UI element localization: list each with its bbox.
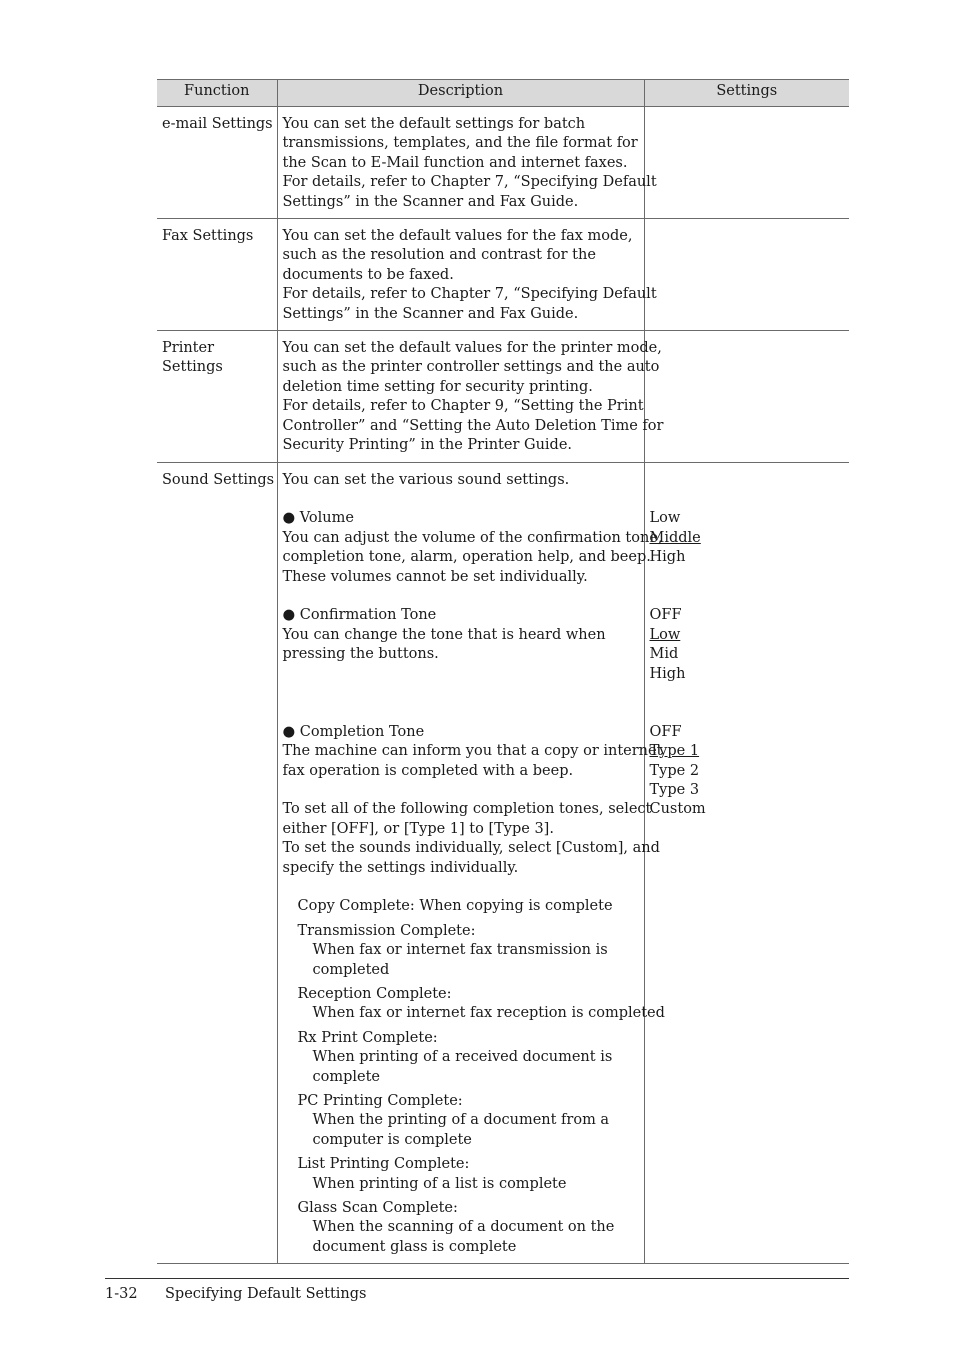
function-cell <box>157 107 277 219</box>
description-line: Settings” in the Scanner and Fax Guide. <box>282 193 579 210</box>
completion-item-copy <box>283 897 639 916</box>
header-description: Description <box>277 80 644 107</box>
confirmation-text: You can change the tone that is heard when <box>282 626 606 643</box>
volume-text: You can adjust the volume of the confirmation tone, <box>282 529 663 546</box>
footer-title: Specifying Default Settings <box>165 1286 367 1302</box>
completion-item-transmission <box>283 922 639 980</box>
completion-item-list-printing <box>283 1155 639 1194</box>
description-line: deletion time setting for security printing. <box>282 378 593 395</box>
completion-item-desc: When printing of a list is complete <box>312 1175 567 1192</box>
confirmation-option: Mid <box>649 646 679 663</box>
volume-option: High <box>649 549 686 566</box>
settings-cell <box>644 462 849 1264</box>
completion-option-default: Type 1 <box>649 743 700 760</box>
confirmation-option: High <box>649 665 686 682</box>
description-line: Security Printing” in the Printer Guide. <box>282 437 573 454</box>
completion-item-reception <box>283 985 665 1024</box>
completion-option: Custom <box>649 801 706 818</box>
completion-option: Type 2 <box>649 762 700 779</box>
completion-text: The machine can inform you that a copy or internet <box>282 743 663 760</box>
description-cell <box>277 331 664 462</box>
confirmation-option: OFF <box>649 607 682 624</box>
settings-cell <box>644 107 849 219</box>
settings-cell <box>644 331 849 462</box>
completion-text: fax operation is completed with a beep. <box>282 762 574 779</box>
volume-option-default: Middle <box>649 529 701 546</box>
function-cell <box>157 462 277 1264</box>
confirmation-title: ● Confirmation Tone <box>282 607 437 624</box>
function-cell <box>157 219 277 331</box>
description-cell <box>277 107 657 219</box>
description-line: For details, refer to Chapter 9, “Setting the Print <box>282 398 644 415</box>
function-label: Fax Settings <box>162 228 254 245</box>
completion-item-name: List Printing Complete: <box>297 1156 470 1173</box>
function-cell <box>157 331 277 462</box>
table-row <box>157 331 849 462</box>
completion-item-name: Transmission Complete: <box>297 922 476 939</box>
confirmation-option-default: Low <box>649 626 681 643</box>
completion-item-desc: document glass is complete <box>312 1238 517 1255</box>
completion-item-desc: When printing of a received document is <box>312 1049 613 1066</box>
completion-text: specify the settings individually. <box>282 859 519 876</box>
completion-text: To set the sounds individually, select [Custom], and <box>282 840 660 857</box>
description-line: the Scan to E-Mail function and internet faxes. <box>282 154 628 171</box>
confirmation-text: pressing the buttons. <box>282 646 439 663</box>
table-row-sound <box>157 462 849 1264</box>
table-header-row <box>157 80 849 107</box>
description-line: You can set the default values for the printer mode, <box>282 340 662 357</box>
completion-item-name: Reception Complete: <box>297 985 452 1002</box>
description-line: such as the printer controller settings and the auto <box>282 359 660 376</box>
table-row <box>157 219 849 331</box>
footer-divider <box>105 1278 849 1279</box>
description-line: For details, refer to Chapter 7, “Specifying Default <box>282 174 657 191</box>
completion-item-name: Rx Print Complete: <box>297 1029 438 1046</box>
description-line: such as the resolution and contrast for the <box>282 247 596 264</box>
completion-item-desc: complete <box>312 1068 381 1085</box>
volume-title: ● Volume <box>282 510 354 527</box>
function-label: e-mail Settings <box>162 116 273 132</box>
settings-cell <box>644 219 849 331</box>
description-line: Settings” in the Scanner and Fax Guide. <box>282 305 579 322</box>
header-settings: Settings <box>644 80 849 107</box>
completion-text: To set all of the following completion tones, select <box>282 801 652 818</box>
completion-option: Type 3 <box>649 781 700 798</box>
completion-item-name: Glass Scan Complete: <box>297 1200 458 1217</box>
function-label: Printer <box>162 340 215 357</box>
completion-item-name: PC Printing Complete: <box>297 1092 463 1109</box>
completion-text: either [OFF], or [Type 1] to [Type 3]. <box>282 820 554 837</box>
completion-option: OFF <box>649 723 682 740</box>
completion-item-desc: When the printing of a document from a <box>312 1112 610 1129</box>
description-line: You can set the default settings for batch <box>282 116 586 132</box>
completion-item-rx-print <box>283 1029 639 1087</box>
completion-title: ● Completion Tone <box>282 723 425 740</box>
description-line: documents to be faxed. <box>282 266 454 283</box>
function-label: Sound Settings <box>162 471 275 488</box>
volume-option: Low <box>649 510 681 527</box>
completion-item-desc: computer is complete <box>312 1131 472 1148</box>
volume-text: These volumes cannot be set individually. <box>282 568 588 585</box>
page-number: 1-32 <box>105 1286 138 1302</box>
settings-table <box>157 79 849 1264</box>
description-line: For details, refer to Chapter 7, “Specifying Default <box>282 286 657 303</box>
completion-item-desc: When fax or internet fax reception is completed <box>312 1005 665 1022</box>
volume-text: completion tone, alarm, operation help, and beep. <box>282 549 651 566</box>
completion-item-name: Copy Complete: When copying is complete <box>297 898 613 915</box>
function-label: Settings <box>162 359 223 376</box>
header-function: Function <box>157 80 277 107</box>
completion-item-pc-printing <box>283 1092 639 1150</box>
description-line: transmissions, templates, and the file format for <box>282 135 638 152</box>
completion-item-desc: When the scanning of a document on the <box>312 1219 615 1236</box>
description-cell <box>277 219 657 331</box>
table-row <box>157 107 849 219</box>
completion-item-desc: completed <box>312 961 390 978</box>
description-line: You can set the default values for the fax mode, <box>282 228 633 245</box>
completion-item-glass-scan <box>283 1199 639 1257</box>
sound-intro: You can set the various sound settings. <box>282 471 570 488</box>
description-line: Controller” and “Setting the Auto Deletion Time for <box>282 417 664 434</box>
completion-item-desc: When fax or internet fax transmission is <box>312 942 608 959</box>
